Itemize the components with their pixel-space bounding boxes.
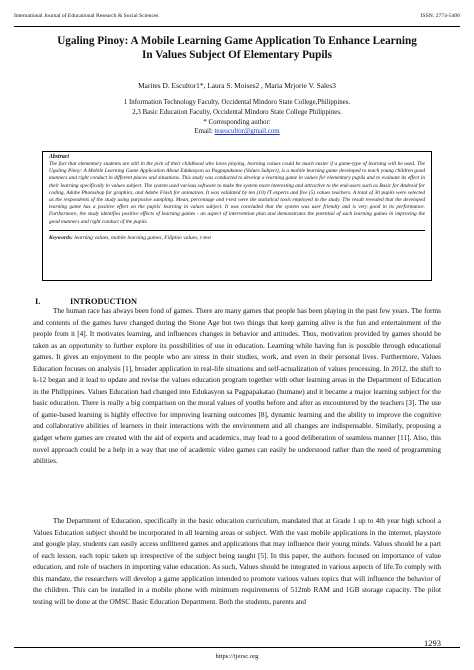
- email-line: [30, 127, 444, 137]
- section-heading: [35, 297, 137, 306]
- header-rule: [14, 26, 460, 27]
- page-number: 1293: [424, 638, 441, 648]
- intro-paragraph-2: The Department of Education, specifically in the basic education curriculum, mandated that at Grade 1 up to 4th year high school a Values Education subject should be incorporated in all learning areas or subject. With the vast mobile applications in the internet, playstore and google play, students can easily access unfiltered games and applications that may influence their young minds. Values should be a part of each lesson, each topic taken up irrespective of the subject being taught [5]. In this paper, the authors focused on importance of value education, and role of teachers in importing value education. As such, Values should be integrated in various aspects of life.To comply with this mandate, the researchers will develop a game application intended to promote various values topics that will influence the behavior of the children. This can be installed in a mobile phone with minimum requirements of 512mb RAM and 1GB storage capacity. The pilot testing will be done at the OMSC Basic Education Department. Both the students, parents and: [33, 517, 441, 606]
- abstract-heading: Abstract: [49, 154, 69, 160]
- journal-name: International Journal of Educational Research & Social Sciences: [14, 13, 159, 19]
- affiliations: [30, 98, 444, 137]
- email-label: Email:: [194, 128, 215, 136]
- paper-title: [30, 34, 444, 62]
- keywords-text: learning values, mobile learning games, Filipino values, t-test: [72, 234, 212, 241]
- keywords-line: [49, 235, 425, 241]
- abstract-text: The fact that elementary students are still in the pick of their childhood who loves playing, learning values could be much easier if a game-type of learning will be used. The Ugaling Pinoy: A Mobile Learning Game Application About Edukasyon sa Pagpapakatao (Values Subject), is a mobile learning game developed to teach young children good manners and right conduct in different places and situations. This study was conducted to develop a learning game in values for elementary pupils and to evaluate its effect in their learning specifically in values subject. The system used various software to make the system more interesting and attractive to the end-users such as Basic for Android for coding, Adobe Photoshop for graphics, and Adobe Flash for animation. It was validated by ten (10) IT experts and five (5) values teachers. A total of 30 pupils were selected as the respondents of the study using purposive sampling. Mean, percentage and t-test were the statistical tools employed in the study. The result revealed that the developed learning game has a positive effect on the pupils' learning in values subject. It was concluded that the system was user friendly and is very good in its performance. Furthermore, the study identifies positive effects of learning games - an aspect of intervention plan and demonstrates the potential of such learning games in improving the good manners and right conduct of the pupils.: [49, 161, 425, 225]
- affiliation-1: 1 Information Technology Faculty, Occidental Mindoro State College,Philippines.: [123, 99, 351, 106]
- section-number: I.: [35, 297, 41, 306]
- section-title: INTRODUCTION: [70, 297, 138, 306]
- keywords-divider: [49, 230, 425, 231]
- keywords-label: Keywords:: [49, 234, 73, 241]
- footer-rule: [14, 647, 460, 648]
- title-line-2: In Values Subject Of Elementary Pupils: [142, 49, 332, 61]
- email-link[interactable]: tesescultor@gmail.com: [214, 128, 280, 136]
- author-list: Marites D. Escultor1*, Laura S. Moises2 , Maria Mrjorie V. Sales3: [138, 81, 336, 90]
- issn-label: ISSN: 2774-5406: [420, 13, 460, 19]
- title-line-1: Ugaling Pinoy: A Mobile Learning Game Application To Enhance Learning: [57, 35, 417, 47]
- intro-paragraph-1: The human race has always been fond of games. There are many games that people has been playing in the past few years. The forms and contents of the games have changed during the Stone Age but two things that keep gaming alive is the fun and entertainment of the people from it [4]. It motivates learning, and influences changes in behavior and attitudes. Thus, motivation provided by games should be taken as an opportunity to further explore its possibilities of use in education. Learning while having fun is possible through educational games. It gives an enjoyment to the people who are stress in their studies, work, and even in their personal lives. Furthermore, Values Education focuses on analysis [1], broader application in real-life situations and self-actualization of values processing. In 2012, the shift to k-12 began and it lead to update and revise the values education program together with other learning areas in the Department of Education in the Philippines. Values Education had changed into Edukasyon sa Pagpapakatao (humane) and it became a major learning subject for the basic education. There is really a big comparison on the moral values of youths before and after as encountered by the teachers [3]. The use of game-based learning is highly effective for improving learning outcomes [8], dynamic learning and the ability to improve the cognitive and collaborative abilities of learners in their interactions with the environment and all changes are indispensable. Similarly, proposing a gadget where games are created with the aid of experts and academics, may lead to a good deliberation of seamless manner [11]. Also, this novel approach could be a help in a way that use of academic video games can easily be understood rather than the need of programming abilities.: [33, 307, 441, 466]
- abstract-box: [42, 151, 432, 281]
- footer-url[interactable]: https://ijersc.org: [215, 653, 259, 660]
- corresponding-author-note: * Corresponding author:: [203, 118, 271, 126]
- affiliation-2: 2,3 Basic Education Faculty, Occidental Mindoro State College Philippines.: [132, 108, 342, 116]
